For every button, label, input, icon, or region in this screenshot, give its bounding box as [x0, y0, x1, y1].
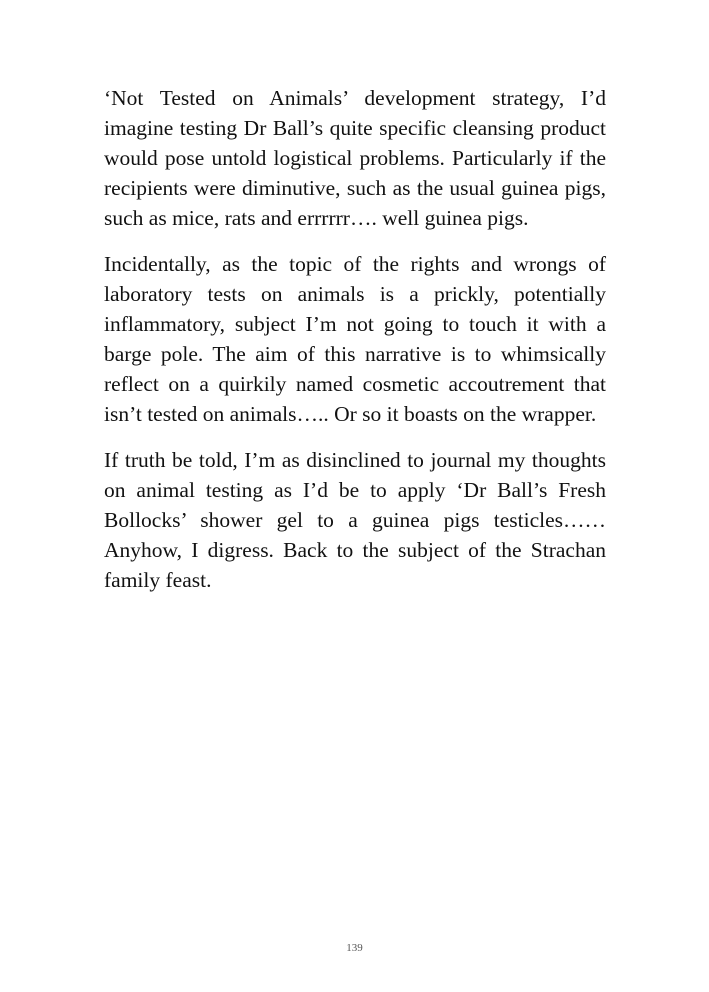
paragraph-1: ‘Not Tested on Animals’ development strategy, I’d imagine testing Dr Ball’s quite specific cleansing product would pose untold logistical problems. Particularly if the recipients were diminutive, such as the usual guinea pigs, such as mice, rats and errrrrr…. well guinea pigs.	[104, 86, 606, 230]
paragraph-2: Incidentally, as the topic of the rights and wrongs of laboratory tests on animals is a prickly, potentially inflammatory, subject I’m not going to touch it with a barge pole. The aim of this narrative is to whimsically reflect on a quirkily named cosmetic accoutrement that isn’t tested on animals….. Or so it boasts on the wrapper.	[104, 252, 606, 426]
page-number: 139	[346, 942, 363, 954]
paragraph-3: If truth be told, I’m as disinclined to journal my thoughts on animal testing as I’d be to apply ‘Dr Ball’s Fresh Bollocks’ shower gel to a guinea pigs testicles…… Anyhow, I digress. Back to the subject of the Strachan family feast.	[104, 448, 606, 592]
body-text	[104, 83, 606, 611]
